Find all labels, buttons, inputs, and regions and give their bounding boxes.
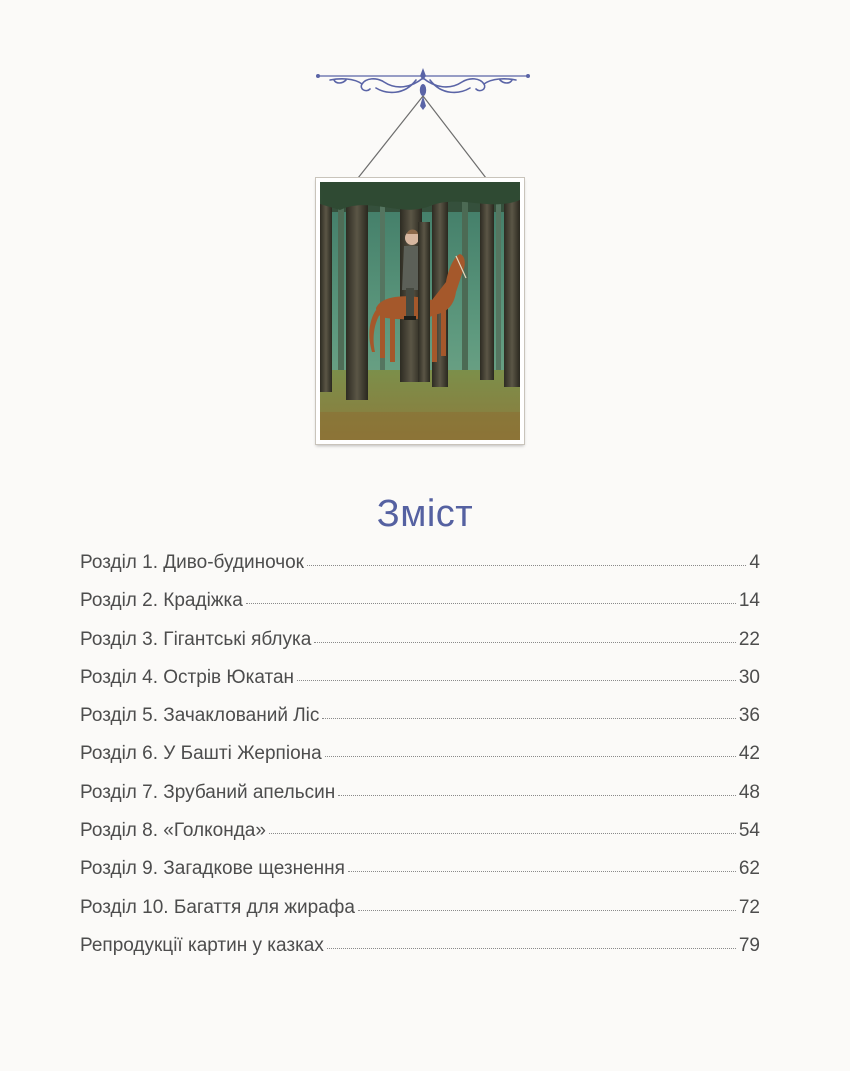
toc-entry[interactable] (80, 782, 760, 820)
toc-entry-label: Розділ 1. Диво-будиночок (80, 552, 304, 573)
toc-entry-page: 36 (738, 705, 760, 727)
toc-entry-page: 30 (738, 666, 760, 688)
toc-entry[interactable] (80, 629, 760, 667)
toc-entry[interactable] (80, 935, 760, 973)
dot-leader (348, 871, 736, 872)
toc-entry-label: Репродукції картин у казках (80, 934, 324, 956)
dot-leader (358, 910, 736, 911)
toc-entry-label: Розділ 3. Гігантські яблука (80, 628, 312, 650)
surreal-forest-rider-painting (320, 182, 520, 440)
toc-entry-page: 62 (738, 858, 760, 880)
toc-entry-label: Розділ 2. Крадіжка (80, 590, 243, 612)
toc-entry-label: Розділ 4. Острів Юкатан (80, 666, 295, 688)
dot-leader (297, 680, 736, 681)
toc-entry-label: Розділ 8. «Голконда» (80, 820, 266, 842)
toc-entry[interactable] (80, 667, 760, 705)
toc-entry-page: 72 (738, 896, 760, 918)
dot-leader (246, 603, 736, 604)
toc-title: Зміст (376, 493, 474, 535)
toc-entry-page: 22 (738, 628, 760, 650)
toc-entry-label: Розділ 5. Зачаклований Ліс (80, 705, 320, 727)
dot-leader (327, 948, 736, 949)
toc-entry-page: 4 (749, 552, 760, 573)
toc-entry-page: 14 (738, 590, 760, 612)
toc-entry[interactable] (80, 705, 760, 743)
dot-leader (269, 833, 736, 834)
dot-leader (314, 642, 736, 643)
toc-entry[interactable] (80, 897, 760, 935)
toc-entry-label: Розділ 6. У Башті Жерпіона (80, 743, 322, 765)
dot-leader (325, 756, 736, 757)
toc-entry-page: 79 (738, 934, 760, 956)
toc-entry-label: Розділ 10. Багаття для жирафа (80, 896, 355, 918)
dot-leader (322, 718, 735, 719)
dot-leader (338, 795, 736, 796)
dot-leader (307, 565, 746, 566)
toc-entry[interactable] (80, 743, 760, 781)
toc-entry[interactable] (80, 590, 760, 628)
toc-entry[interactable] (80, 820, 760, 858)
table-of-contents (80, 552, 760, 973)
toc-entry-page: 54 (738, 820, 760, 842)
toc-entry[interactable] (80, 858, 760, 896)
toc-entry-label: Розділ 9. Загадкове щезнення (80, 858, 345, 880)
toc-entry-page: 42 (738, 743, 760, 765)
toc-entry-label: Розділ 7. Зрубаний апельсин (80, 781, 336, 803)
decorative-ornament (316, 66, 530, 110)
framed-painting (316, 178, 524, 444)
toc-entry[interactable] (80, 552, 760, 590)
toc-entry-page: 48 (738, 781, 760, 803)
